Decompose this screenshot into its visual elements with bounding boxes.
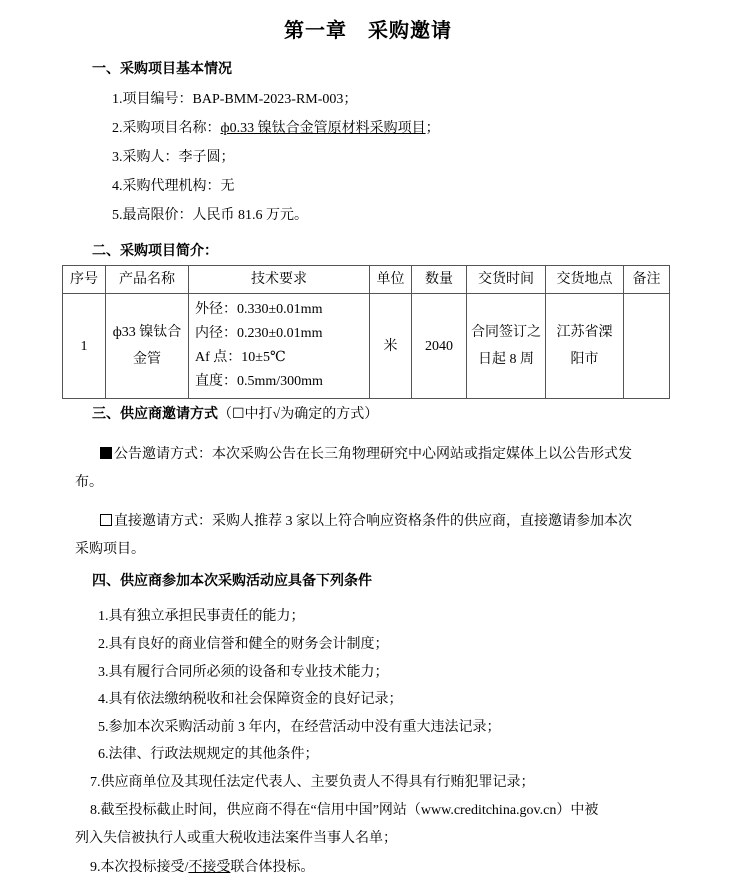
unchecked-box-icon (100, 514, 112, 526)
max-price (112, 207, 308, 225)
text: 9.本次投标接受/ (90, 860, 189, 875)
list-item: 4.具有依法缴纳税收和社会保障资金的良好记录； (98, 692, 403, 707)
section2-heading: 二、采购项目简介： (92, 244, 218, 259)
project-table (62, 265, 670, 399)
th-name: 产品名称 (106, 266, 189, 294)
option-direct-cont: 采购项目。 (75, 542, 145, 557)
list-item: 2.具有良好的商业信誉和健全的财务会计制度； (98, 637, 389, 652)
project-name (112, 120, 440, 138)
num: 3. (112, 150, 123, 165)
purchaser (112, 149, 235, 167)
list-item: 6.法律、行政法规规定的其他条件； (98, 747, 319, 762)
cell-tech (189, 294, 370, 399)
th-place: 交货地点 (546, 266, 624, 294)
text: 联合体投标。 (230, 860, 315, 875)
underlined-text: 不接受 (188, 860, 231, 875)
table-row (63, 294, 670, 399)
list-item: 3.具有履行合同所必须的设备和专业技术能力； (98, 665, 389, 680)
cell-no: 1 (63, 294, 106, 399)
th-time: 交货时间 (467, 266, 546, 294)
num: 5. (112, 208, 123, 223)
text: 采购代理机构：无 (122, 179, 235, 194)
tech-line: Af 点：10±5℃ (195, 350, 286, 365)
text: 公告邀请方式：本次采购公告在长三角物理研究中心网站或指定媒体上以公告形式发 (114, 447, 632, 462)
text: 最高限价：人民币 81.6 万元。 (122, 208, 308, 223)
cell-delivery-time: 合同签订之日起 8 周 (467, 294, 546, 399)
heading-text: 三、供应商邀请方式 (92, 407, 218, 422)
list-item: 8.截至投标截止时间，供应商不得在“信用中国”网站（www.creditchina.gov.cn）中被 (90, 803, 599, 818)
checked-box-icon (100, 447, 112, 459)
option-direct (100, 513, 632, 531)
tech-line: 外径：0.330±0.01mm (195, 302, 323, 317)
project-name-value: ф0.33 镍钛合金管原材料采购项目 (220, 121, 426, 136)
table-header-row (63, 266, 670, 294)
text: 直接邀请方式：采购人推荐 3 家以上符合响应资格条件的供应商，直接邀请参加本次 (114, 514, 632, 529)
th-remark: 备注 (624, 266, 670, 294)
cell-unit: 米 (370, 294, 412, 399)
list-item (90, 859, 314, 877)
chapter-title: 第一章 采购邀请 (284, 20, 452, 42)
text: 采购人：李子圆； (122, 150, 235, 165)
list-item: 5.参加本次采购活动前 3 年内，在经营活动中没有重大违法记录； (98, 720, 501, 735)
heading-note: （☐中打√为确定的方式） (218, 407, 379, 422)
option-public (100, 446, 632, 464)
tech-line: 直度：0.5mm/300mm (195, 374, 323, 389)
option-public-cont: 布。 (75, 475, 103, 490)
tech-line: 内径：0.230±0.01mm (195, 326, 323, 341)
list-item: 7.供应商单位及其现任法定代表人、主要负责人不得具有行贿犯罪记录； (90, 775, 535, 790)
list-item-cont: 列入失信被执行人或重大税收违法案件当事人名单； (75, 831, 397, 846)
cell-remark (624, 294, 670, 399)
num: 4. (112, 179, 123, 194)
list-item: 1.具有独立承担民事责任的能力； (98, 609, 305, 624)
cell-qty: 2040 (412, 294, 467, 399)
cell-delivery-place: 江苏省溧阳市 (546, 294, 624, 399)
agency (112, 178, 235, 196)
th-unit: 单位 (370, 266, 412, 294)
cell-name: ф33 镍钛合金管 (106, 294, 189, 399)
section3-heading (92, 406, 378, 424)
section4-heading: 四、供应商参加本次采购活动应具备下列条件 (92, 574, 372, 589)
th-tech: 技术要求 (189, 266, 370, 294)
th-qty: 数量 (412, 266, 467, 294)
section1-heading: 一、采购项目基本情况 (92, 62, 232, 77)
th-no: 序号 (63, 266, 106, 294)
punct: ； (425, 121, 440, 136)
project-number: 1.项目编号：BAP-BMM-2023-RM-003； (112, 92, 358, 107)
label: 2.采购项目名称： (112, 121, 221, 136)
